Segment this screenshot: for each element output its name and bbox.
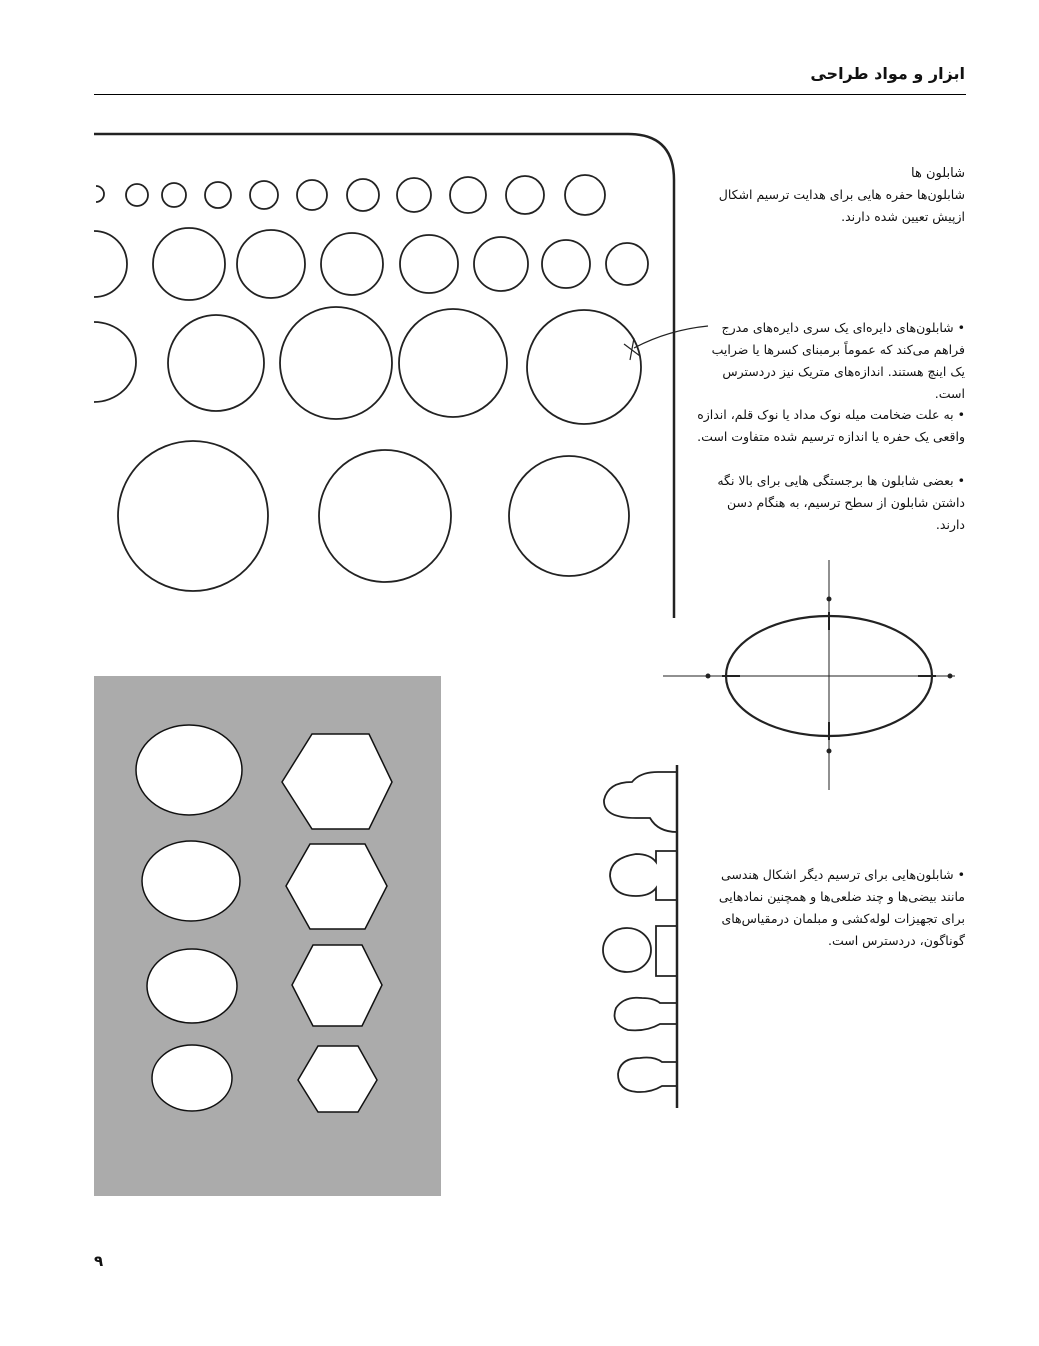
section-intro: شابلون‌ها حفره هایی برای هدایت ترسیم اشکال ازپیش تعیین شده دارند.	[718, 187, 965, 224]
bullet-pen-thickness: • به علت ضخامت میله نوک مداد یا نوک قلم، اندازه واقعی یک حفره یا اندازه ترسیم شده متفاوت است.	[697, 407, 965, 444]
circle-row-4	[118, 441, 629, 591]
circle-row-1	[96, 175, 605, 215]
fixture-template-profile	[603, 765, 677, 1108]
bullet-circle-templates: • شابلون‌های دایره‌ای یک سری دایره‌های مدرج فراهم می‌کند که عموماً برمبنای کسرها یا ضرایب یک اینچ هستند. اندازه‌های متریک نیز دردسترس است.	[711, 320, 965, 401]
page-number: ۹	[94, 1252, 104, 1270]
bullet-other-shapes: • شابلون‌هایی برای ترسیم دیگر اشکال هندسی مانند بیضی‌ها و چند ضلعی‌ها و همچنین نمادهایی برای تجهیزات لوله‌کشی و مبلمان درمقیاس‌های گوناگون، دردسترس است.	[718, 867, 965, 948]
shape-template-plate	[94, 676, 441, 1196]
circle-row-3	[94, 307, 641, 424]
header-title: ابزار و مواد طراحی	[810, 64, 965, 83]
bullet-raised-ridges: • بعضی شابلون ها برجستگی هایی برای بالا نگه داشتن شابلون از سطح ترسیم، به هنگام دسن دارند.	[717, 473, 965, 532]
circle-row-2	[94, 228, 648, 300]
section-title: شابلون ها	[911, 166, 965, 181]
template-outline	[94, 134, 674, 618]
ellipse-centerline-diagram	[663, 560, 955, 790]
